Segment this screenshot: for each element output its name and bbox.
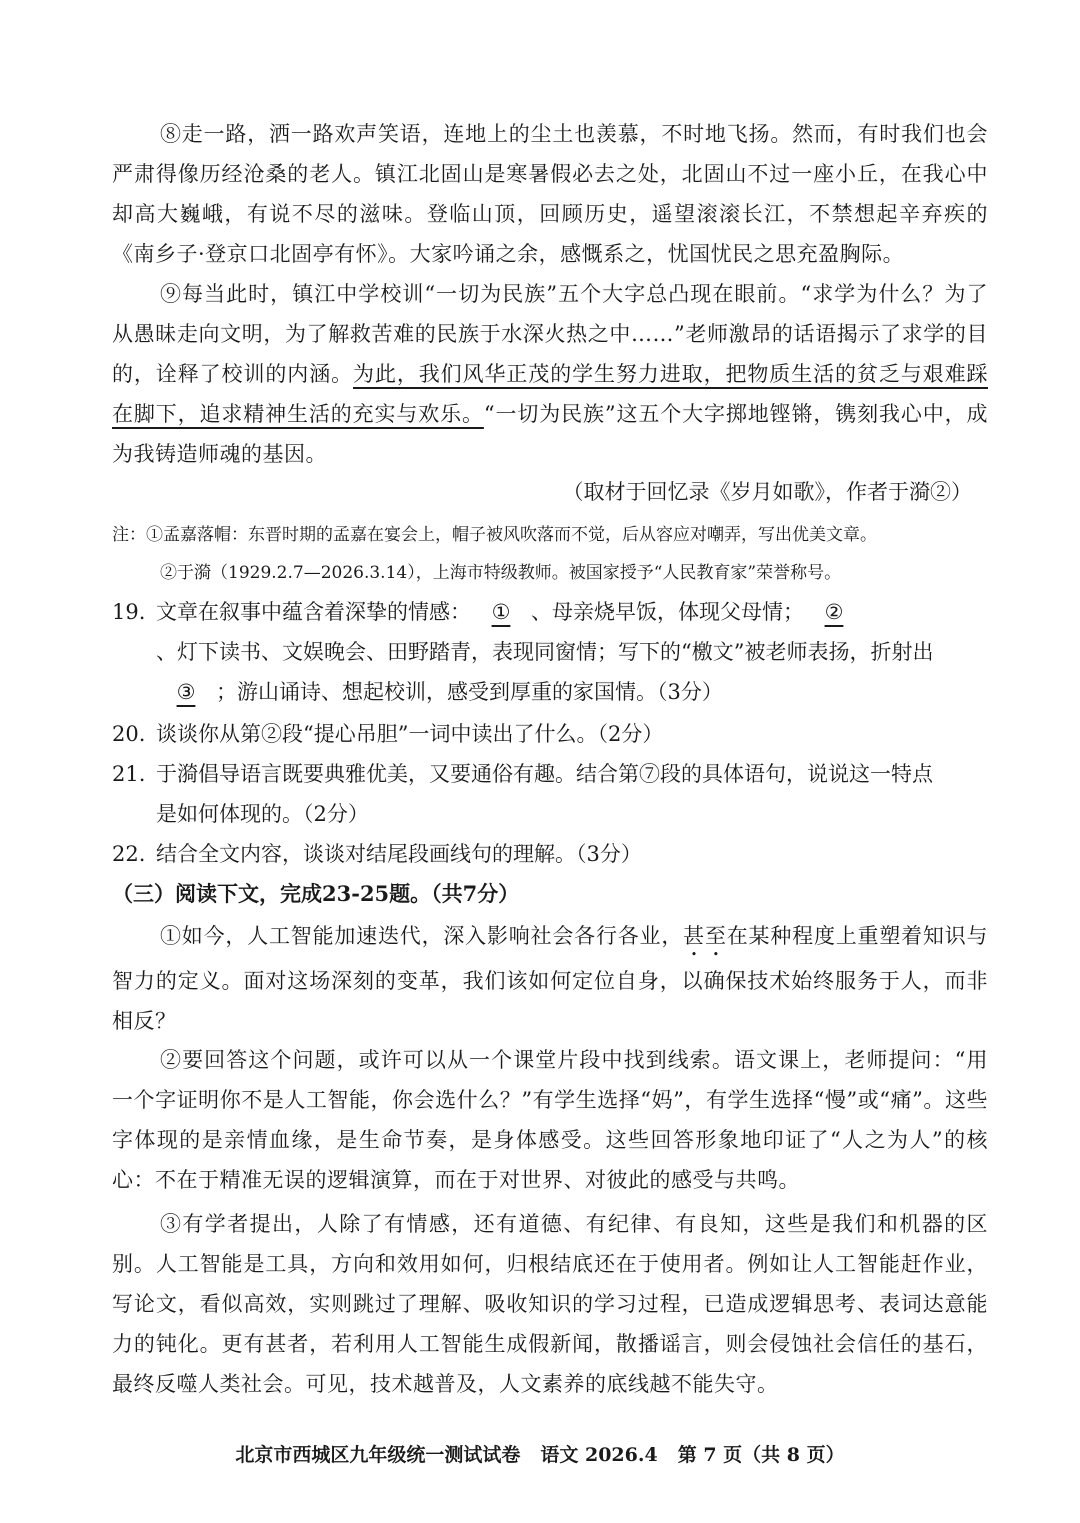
question-number: 21.: [112, 762, 146, 786]
question-21: [112, 754, 992, 834]
blank-2: ②: [824, 600, 844, 624]
paragraph-text: 在某种程度上重塑着知识与智力的定义。面对这场深刻的变革，我们该如何定位自身，以确保技术始终服务于人，而非相反？: [112, 924, 989, 1033]
paragraph-9-text-b: “一切为民族”这五个大字掷地铿锵，镌刻我心中，成为我铸造师魂的基因。: [112, 402, 988, 466]
blank-1: ①: [491, 600, 511, 624]
question-text: 文章在叙事中蕴含着深挚的情感：: [156, 600, 471, 624]
question-number: 19.: [112, 600, 146, 624]
question-text: 谈谈你从第②段“提心吊胆”一词中读出了什么。（2分）: [156, 722, 664, 746]
blank-3: ③: [176, 680, 196, 704]
question-19: [112, 592, 992, 712]
paragraph-8: ⑧走一路，洒一路欢声笑语，连地上的尘土也羡慕，不时地飞扬。然而，有时我们也会严肃得像历经沧桑的老人。镇江北固山是寒暑假必去之处，北固山不过一座小丘，在我心中却高大巍峨，有说不尽的滋味。登临山顶，回顾历史，遥望滚滚长江，不禁想起辛弃疾的《南乡子·登京口北固亭有怀》。大家吟诵之余，感慨系之，忧国忧民之思充盈胸际。: [112, 122, 988, 266]
ai-paragraph-2: ②要回答这个问题，或许可以从一个课堂片段中找到线索。语文课上，老师提问：“用一个字证明你不是人工智能，你会选什么？”有学生选择“妈”，有学生选择“慢”或“痛”。这些字体现的是亲情血缘，是生命节奏，是身体感受。这些回答形象地印证了“人之为人”的核心：不在于精准无误的逻辑演算，而在于对世界、对彼此的感受与共鸣。: [112, 1048, 988, 1192]
section-heading: （三）阅读下文，完成23-25题。（共7分）: [112, 881, 520, 906]
exam-title: 北京市西城区九年级统一测试试卷: [235, 1444, 521, 1466]
underlined-sentence: 为此，我们风华正茂的学生努力进取，把物质生活的贫乏与艰难踩在脚下，追求精神生活的充实与欢乐。: [112, 362, 989, 426]
paragraph-text: ①如今，人工智能加速迭代，深入影响社会各行各业，: [160, 924, 684, 948]
question-20: [112, 714, 992, 754]
question-number: 22.: [112, 842, 146, 866]
question-text: 结合全文内容，谈谈对结尾段画线句的理解。（3分）: [156, 842, 642, 866]
ai-paragraph-3: ③有学者提出，人除了有情感，还有道德、有纪律、有良知，这些是我们和机器的区别。人工智能是工具，方向和效用如何，归根结底还在于使用者。例如让人工智能赶作业，写论文，看似高效，实则跳过了理解、吸收知识的学习过程，已造成逻辑思考、表词达意能力的钝化。更有甚者，若利用人工智能生成假新闻，散播谣言，则会侵蚀社会信任的基石，最终反噬人类社会。可见，技术越普及，人文素养的底线越不能失守。: [112, 1212, 988, 1396]
note-1: 注：①孟嘉落帽：东晋时期的孟嘉在宴会上，帽子被风吹落而不觉，后从容应对嘲弄，写出优美文章。: [112, 525, 877, 545]
question-text: 、母亲烧早饭，体现父母情；: [531, 600, 804, 624]
question-text: ；游山诵诗、想起校训，感受到厚重的家国情。（3分）: [216, 680, 723, 704]
question-22: [112, 834, 992, 874]
question-text: 是如何体现的。（2分）: [156, 802, 369, 826]
paragraph-9-text-a: ⑨每当此时，镇江中学校训“一切为民族”五个大字总凸现在眼前。“求学为什么？为了从愚昧走向文明，为了解救苦难的民族于水深火热之中……”老师激昂的话语揭示了求学的目的，诠释了校训的内涵。: [112, 282, 988, 386]
source-citation: （取材于回忆录《岁月如歌》，作者于漪②）: [562, 480, 972, 504]
page-number: 第 7 页（共 8 页）: [677, 1444, 845, 1466]
page-footer: [0, 1440, 1080, 1470]
question-number: 20.: [112, 722, 146, 746]
paragraph-9: [112, 274, 988, 474]
note-2: ②于漪（1929.2.7—2026.3.14），上海市特级教师。被国家授予“人民教育家”荣誉称号。: [160, 563, 842, 583]
ai-paragraph-1: [112, 916, 988, 1041]
emphasized-word: 甚至: [683, 924, 727, 948]
subject-date: 语文 2026.4: [540, 1444, 658, 1466]
question-text: 、灯下读书、文娱晚会、田野踏青，表现同窗情；写下的“檄文”被老师表扬，折射出: [156, 640, 934, 664]
question-text: 于漪倡导语言既要典雅优美，又要通俗有趣。结合第⑦段的具体语句，说说这一特点: [156, 762, 933, 786]
